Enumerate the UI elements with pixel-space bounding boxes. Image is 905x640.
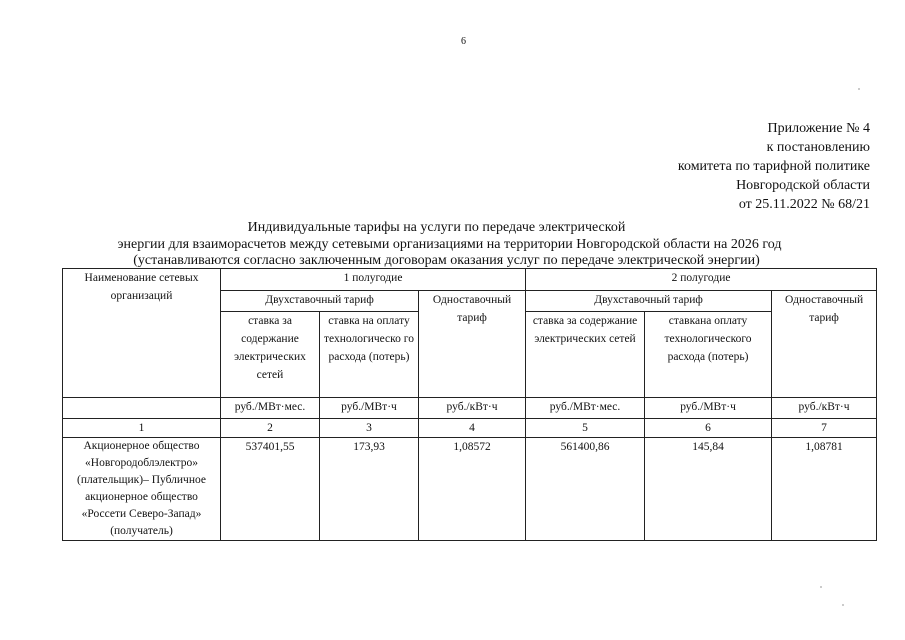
appendix-line: Приложение № 4: [767, 121, 870, 136]
appendix-line: Новгородской области: [736, 178, 870, 193]
two-rate-tariff-header-h1: Двухставочный тариф: [221, 291, 419, 312]
unit-cell: руб./кВт·ч: [419, 398, 526, 419]
unit-cell: руб./МВт·ч: [320, 398, 419, 419]
document-title: Индивидуальные тарифы на услуги по передаче электрической: [247, 220, 626, 235]
column-number-row: [63, 419, 877, 438]
value-cell: 1,08572: [419, 438, 526, 541]
column-number: 4: [419, 419, 526, 438]
units-cell-empty: [63, 398, 221, 419]
unit-cell: руб./МВт·мес.: [526, 398, 645, 419]
appendix-block: [678, 119, 870, 214]
tariff-table: [62, 268, 877, 541]
column-number: 1: [63, 419, 221, 438]
column-number: 7: [772, 419, 877, 438]
column-number: 2: [221, 419, 320, 438]
unit-cell: руб./МВт·мес.: [221, 398, 320, 419]
column-number: 6: [645, 419, 772, 438]
scan-speck: [820, 586, 822, 588]
document-title-note: (устанавливаются согласно заключенным договорам оказания услуг по передаче электрической энергии): [133, 253, 760, 268]
maintenance-rate-header-h2: ставка за содержание электрических сетей: [526, 312, 645, 398]
page-number: 6: [461, 36, 466, 47]
value-cell: 145,84: [645, 438, 772, 541]
org-name-header: Наименование сетевых организаций: [63, 269, 221, 398]
two-rate-tariff-header-h2: Двухставочный тариф: [526, 291, 772, 312]
document-title-line2: энергии для взаиморасчетов между сетевыми организациями на территории Новгородской области на 2026 год: [117, 237, 782, 252]
header-row-1: [63, 269, 877, 291]
value-cell: 173,93: [320, 438, 419, 541]
units-row: [63, 398, 877, 419]
loss-rate-header-h2: ставкана оплату технологического расхода (потерь): [645, 312, 772, 398]
value-cell: 1,08781: [772, 438, 877, 541]
loss-rate-header-h1: ставка на оплату технологическо го расхода (потерь): [320, 312, 419, 398]
org-name-cell: Акционерное общество «Новгородоблэлектро» (плательщик)– Публичное акционерное общество «Россети Северо-Запад» (получатель): [63, 438, 221, 541]
unit-cell: руб./МВт·ч: [645, 398, 772, 419]
appendix-line: от 25.11.2022 № 68/21: [738, 197, 870, 212]
value-cell: 537401,55: [221, 438, 320, 541]
scan-speck: [842, 604, 844, 606]
half-year-1-header: 1 полугодие: [221, 269, 526, 291]
one-rate-tariff-header-h1: Одноставочный тариф: [419, 291, 526, 398]
one-rate-tariff-header-h2: Одноставочный тариф: [772, 291, 877, 398]
appendix-line: комитета по тарифной политике: [677, 159, 870, 174]
column-number: 3: [320, 419, 419, 438]
maintenance-rate-header-h1: ставка за содержание электрических сетей: [221, 312, 320, 398]
scan-speck: [858, 88, 860, 90]
half-year-2-header: 2 полугодие: [526, 269, 877, 291]
unit-cell: руб./кВт·ч: [772, 398, 877, 419]
value-cell: 561400,86: [526, 438, 645, 541]
table-row: [63, 438, 877, 541]
column-number: 5: [526, 419, 645, 438]
appendix-line: к постановлению: [766, 140, 870, 155]
